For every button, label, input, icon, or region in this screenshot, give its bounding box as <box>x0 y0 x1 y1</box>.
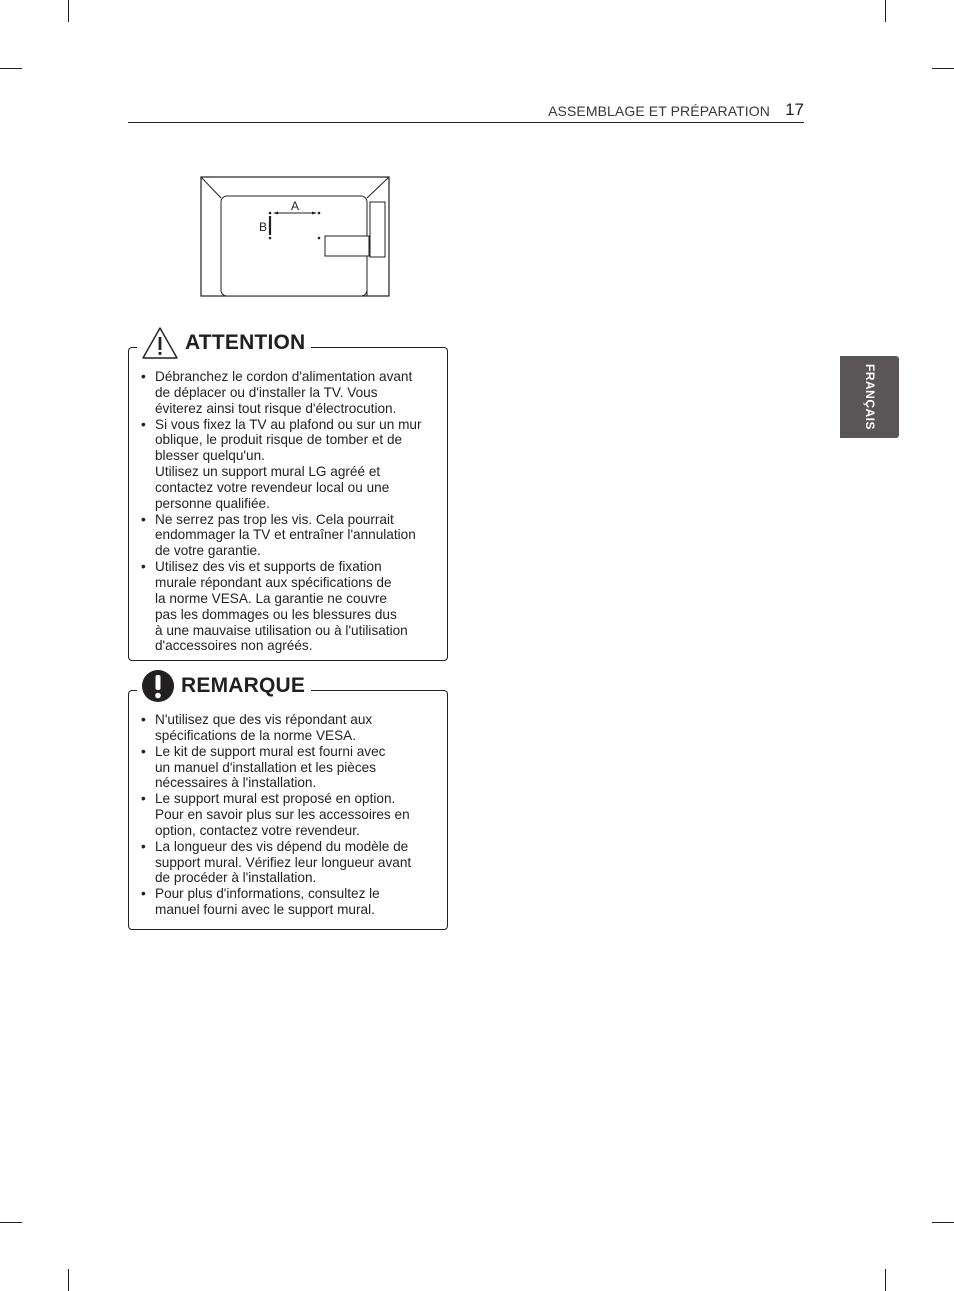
attention-title: ATTENTION <box>185 331 306 354</box>
warning-triangle-icon <box>141 326 179 360</box>
crop-mark <box>68 0 69 22</box>
section-title: ASSEMBLAGE ET PRÉPARATION <box>548 103 770 119</box>
crop-mark <box>0 1222 22 1223</box>
running-header <box>128 100 804 123</box>
remarque-box <box>128 674 448 930</box>
list-item: • Pour plus d'informations, consultez le manuel fourni avec le support mural. <box>141 886 433 918</box>
attention-box <box>128 331 448 661</box>
attention-header <box>137 323 311 363</box>
list-item: • Ne serrez pas trop les vis. Cela pourrait endommager la TV et entraîner l'annulation de votre garantie. <box>141 512 433 560</box>
remarque-title: REMARQUE <box>181 674 306 697</box>
dimension-label-a: A <box>291 199 300 213</box>
crop-mark <box>0 68 22 69</box>
crop-mark <box>932 1222 954 1223</box>
crop-mark <box>885 0 886 22</box>
list-item: • Si vous fixez la TV au plafond ou sur un mur oblique, le produit risque de tomber et de blesser quelqu'un. Utilisez un support mural LG agréé et contactez votre revendeur local ou une personne qualifiée. <box>141 417 433 512</box>
crop-mark <box>68 1269 69 1291</box>
list-item: • Utilisez des vis et supports de fixation murale répondant aux spécifications de la norme VESA. La garantie ne couvre pas les dommages ou les blessures dus à une mauvaise utilisation ou à l'utilisation d'accessoires non agréés. <box>141 559 433 654</box>
dimension-label-b: B <box>259 220 268 234</box>
remarque-list <box>141 712 443 918</box>
crop-mark <box>885 1269 886 1291</box>
page-number: 17 <box>785 100 804 119</box>
list-item: • La longueur des vis dépend du modèle de support mural. Vérifiez leur longueur avant de procéder à l'installation. <box>141 839 433 887</box>
remarque-header <box>137 666 311 706</box>
list-item: • Débranchez le cordon d'alimentation avant de déplacer ou d'installer la TV. Vous éviterez ainsi tout risque d'électrocution. <box>141 369 433 417</box>
wall-mount-diagram <box>200 176 390 303</box>
list-item: • Le kit de support mural est fourni avec un manuel d'installation et les pièces nécessaires à l'installation. <box>141 744 433 792</box>
language-tab-label: FRANÇAIS <box>862 364 877 430</box>
list-item: • N'utilisez que des vis répondant aux spécifications de la norme VESA. <box>141 712 433 744</box>
crop-mark <box>932 68 954 69</box>
tv-back-diagram <box>200 176 390 298</box>
list-item: • Le support mural est proposé en option. Pour en savoir plus sur les accessoires en option, contactez votre revendeur. <box>141 791 433 839</box>
exclamation-circle-icon <box>141 669 175 703</box>
attention-list <box>141 369 443 654</box>
language-tab <box>840 356 899 438</box>
